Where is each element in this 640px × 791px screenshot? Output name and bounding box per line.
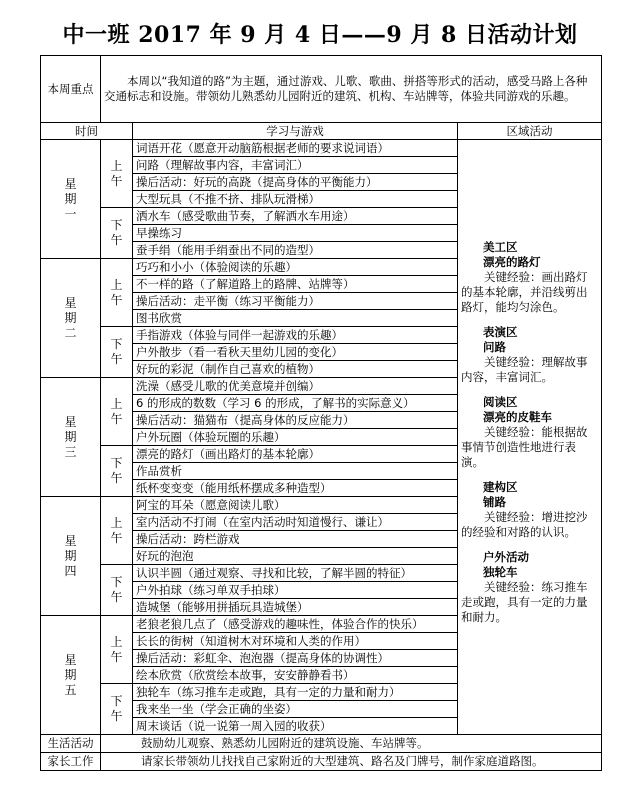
activity-item: 认识半圆（通过观察、寻找和比较，了解半圆的特征）	[133, 565, 458, 582]
parent-label: 家长工作	[41, 753, 101, 771]
area-key-experience: 关键经验：增进挖沙的经验和对路的认识。	[461, 509, 588, 539]
activity-item: 图书欣赏	[133, 310, 458, 327]
half-label-pm: 下 午	[101, 327, 133, 378]
plan-table	[40, 55, 602, 771]
activity-item: 洒水车（感受歌曲节奏，了解洒水车用途）	[133, 208, 458, 225]
activity-item: 长长的街树（知道树木对环境和人类的作用）	[133, 633, 458, 650]
day-label: 星 期 五	[41, 616, 101, 735]
half-label-am: 上 午	[101, 616, 133, 684]
header-area: 区域活动	[458, 123, 602, 140]
page-title: 中一班 2017 年 9 月 4 日——9 月 8 日活动计划	[62, 22, 578, 48]
activity-item: 绘本欣赏（欣赏绘本故事，安安静静看书）	[133, 667, 458, 684]
area-name: 户外活动	[483, 549, 529, 564]
area-name: 表演区	[483, 324, 518, 339]
activity-item: 手指游戏（体验与同伴一起游戏的乐趣）	[133, 327, 458, 344]
area-block	[461, 395, 598, 470]
life-label: 生活活动	[41, 735, 101, 753]
focus-text: 本周以“我知道的路”为主题，通过游戏、儿歌、歌曲、拼搭等形式的活动，感受马路上各种交通标志和设施。带领幼儿熟悉幼儿园附近的建筑、机构、车站牌等，体验共同游戏的乐趣。	[101, 56, 602, 123]
activity-row	[41, 140, 602, 157]
half-label-pm: 下 午	[101, 684, 133, 735]
activity-item: 操后活动：彩虹伞、泡泡器（提高身体的协调性）	[133, 650, 458, 667]
area-column	[458, 140, 602, 735]
activity-item: 好玩的彩泥（制作自己喜欢的植物）	[133, 361, 458, 378]
activity-item: 阿宝的耳朵（愿意阅读儿歌）	[133, 497, 458, 514]
activity-item: 户外拍球（练习单双手拍球）	[133, 582, 458, 599]
activity-item: 蚕手绢（能用手绢蚕出不同的造型）	[133, 242, 458, 259]
activity-item: 词语开花（愿意开动脑筋根据老师的要求说词语）	[133, 140, 458, 157]
area-key-experience: 关键经验：能根据故事情节创造性地进行表演。	[461, 424, 588, 469]
activity-item: 6 的形成的数数（学习 6 的形成，了解书的实际意义）	[133, 395, 458, 412]
activity-item: 大型玩具（不推不挤、排队玩滑梯）	[133, 191, 458, 208]
area-name: 建构区	[483, 479, 518, 494]
day-label: 星 期 四	[41, 497, 101, 616]
activity-item: 洗澡（感受儿歌的优美意境并创编）	[133, 378, 458, 395]
area-activity: 铺路	[483, 494, 506, 509]
activity-item: 独轮车（练习推车走或跑，具有一定的力量和耐力）	[133, 684, 458, 701]
activity-item: 操后活动：猫猫布（提高身体的反应能力）	[133, 412, 458, 429]
focus-row	[41, 56, 602, 123]
parent-row	[41, 753, 602, 771]
activity-item: 造城堡（能够用拼插玩具造城堡）	[133, 599, 458, 616]
parent-text: 请家长带领幼儿找找自己家附近的大型建筑、路名及门牌号，制作家庭道路图。	[101, 753, 602, 771]
day-label: 星 期 二	[41, 259, 101, 378]
activity-item: 户外散步（看一看秋天里幼儿园的变化）	[133, 344, 458, 361]
half-label-pm: 下 午	[101, 565, 133, 616]
activity-item: 室内活动不打闹（在室内活动时知道慢行、谦让）	[133, 514, 458, 531]
header-time: 时间	[41, 123, 133, 140]
half-label-am: 上 午	[101, 378, 133, 446]
area-key-experience: 关键经验：练习推车走或跑，具有一定的力量和耐力。	[461, 579, 588, 624]
activity-item: 操后活动：好玩的高跷（提高身体的平衡能力）	[133, 174, 458, 191]
focus-label: 本周重点	[41, 56, 101, 123]
activity-item: 老狼老狼几点了（感受游戏的趣味性，体验合作的快乐）	[133, 616, 458, 633]
half-label-am: 上 午	[101, 140, 133, 208]
activity-item: 早操练习	[133, 225, 458, 242]
activity-item: 我来坐一坐（学会正确的坐姿）	[133, 701, 458, 718]
activity-item: 问路（理解故事内容，丰富词汇）	[133, 157, 458, 174]
area-activity: 漂亮的路灯	[483, 254, 541, 269]
day-label: 星 期 一	[41, 140, 101, 259]
activity-item: 不一样的路（了解道路上的路牌、站牌等）	[133, 276, 458, 293]
area-key-experience: 关键经验：理解故事内容，丰富词汇。	[461, 354, 588, 384]
header-learn: 学习与游戏	[133, 123, 458, 140]
activity-item: 纸杯变变变（能用纸杯摆成多种造型）	[133, 480, 458, 497]
area-block	[461, 240, 598, 315]
half-label-pm: 下 午	[101, 208, 133, 259]
activity-item: 漂亮的路灯（画出路灯的基本轮廓）	[133, 446, 458, 463]
activity-item: 巧巧和小小（体验阅读的乐趣）	[133, 259, 458, 276]
area-block	[461, 325, 598, 385]
header-row	[41, 123, 602, 140]
area-block	[461, 480, 598, 540]
activity-item: 周末谈话（说一说第一周入园的收获）	[133, 718, 458, 735]
activity-item: 户外玩圈（体验玩圈的乐趣）	[133, 429, 458, 446]
area-activity: 独轮车	[483, 564, 518, 579]
activity-item: 操后活动：跨栏游戏	[133, 531, 458, 548]
half-label-pm: 下 午	[101, 446, 133, 497]
area-key-experience: 关键经验：画出路灯的基本轮廓，并沿线剪出路灯，能均匀涂色。	[461, 269, 588, 314]
activity-item: 作品赏析	[133, 463, 458, 480]
activity-item: 好玩的泡泡	[133, 548, 458, 565]
area-name: 美工区	[483, 239, 518, 254]
area-name: 阅读区	[483, 394, 518, 409]
half-label-am: 上 午	[101, 259, 133, 327]
activity-item: 操后活动：走平衡（练习平衡能力）	[133, 293, 458, 310]
life-text: 鼓励幼儿观察、熟悉幼儿园附近的建筑设施、车站牌等。	[101, 735, 602, 753]
area-activity: 问路	[483, 339, 506, 354]
area-block	[461, 550, 598, 625]
area-activity: 漂亮的皮鞋车	[483, 409, 552, 424]
half-label-am: 上 午	[101, 497, 133, 565]
day-label: 星 期 三	[41, 378, 101, 497]
life-row	[41, 735, 602, 753]
